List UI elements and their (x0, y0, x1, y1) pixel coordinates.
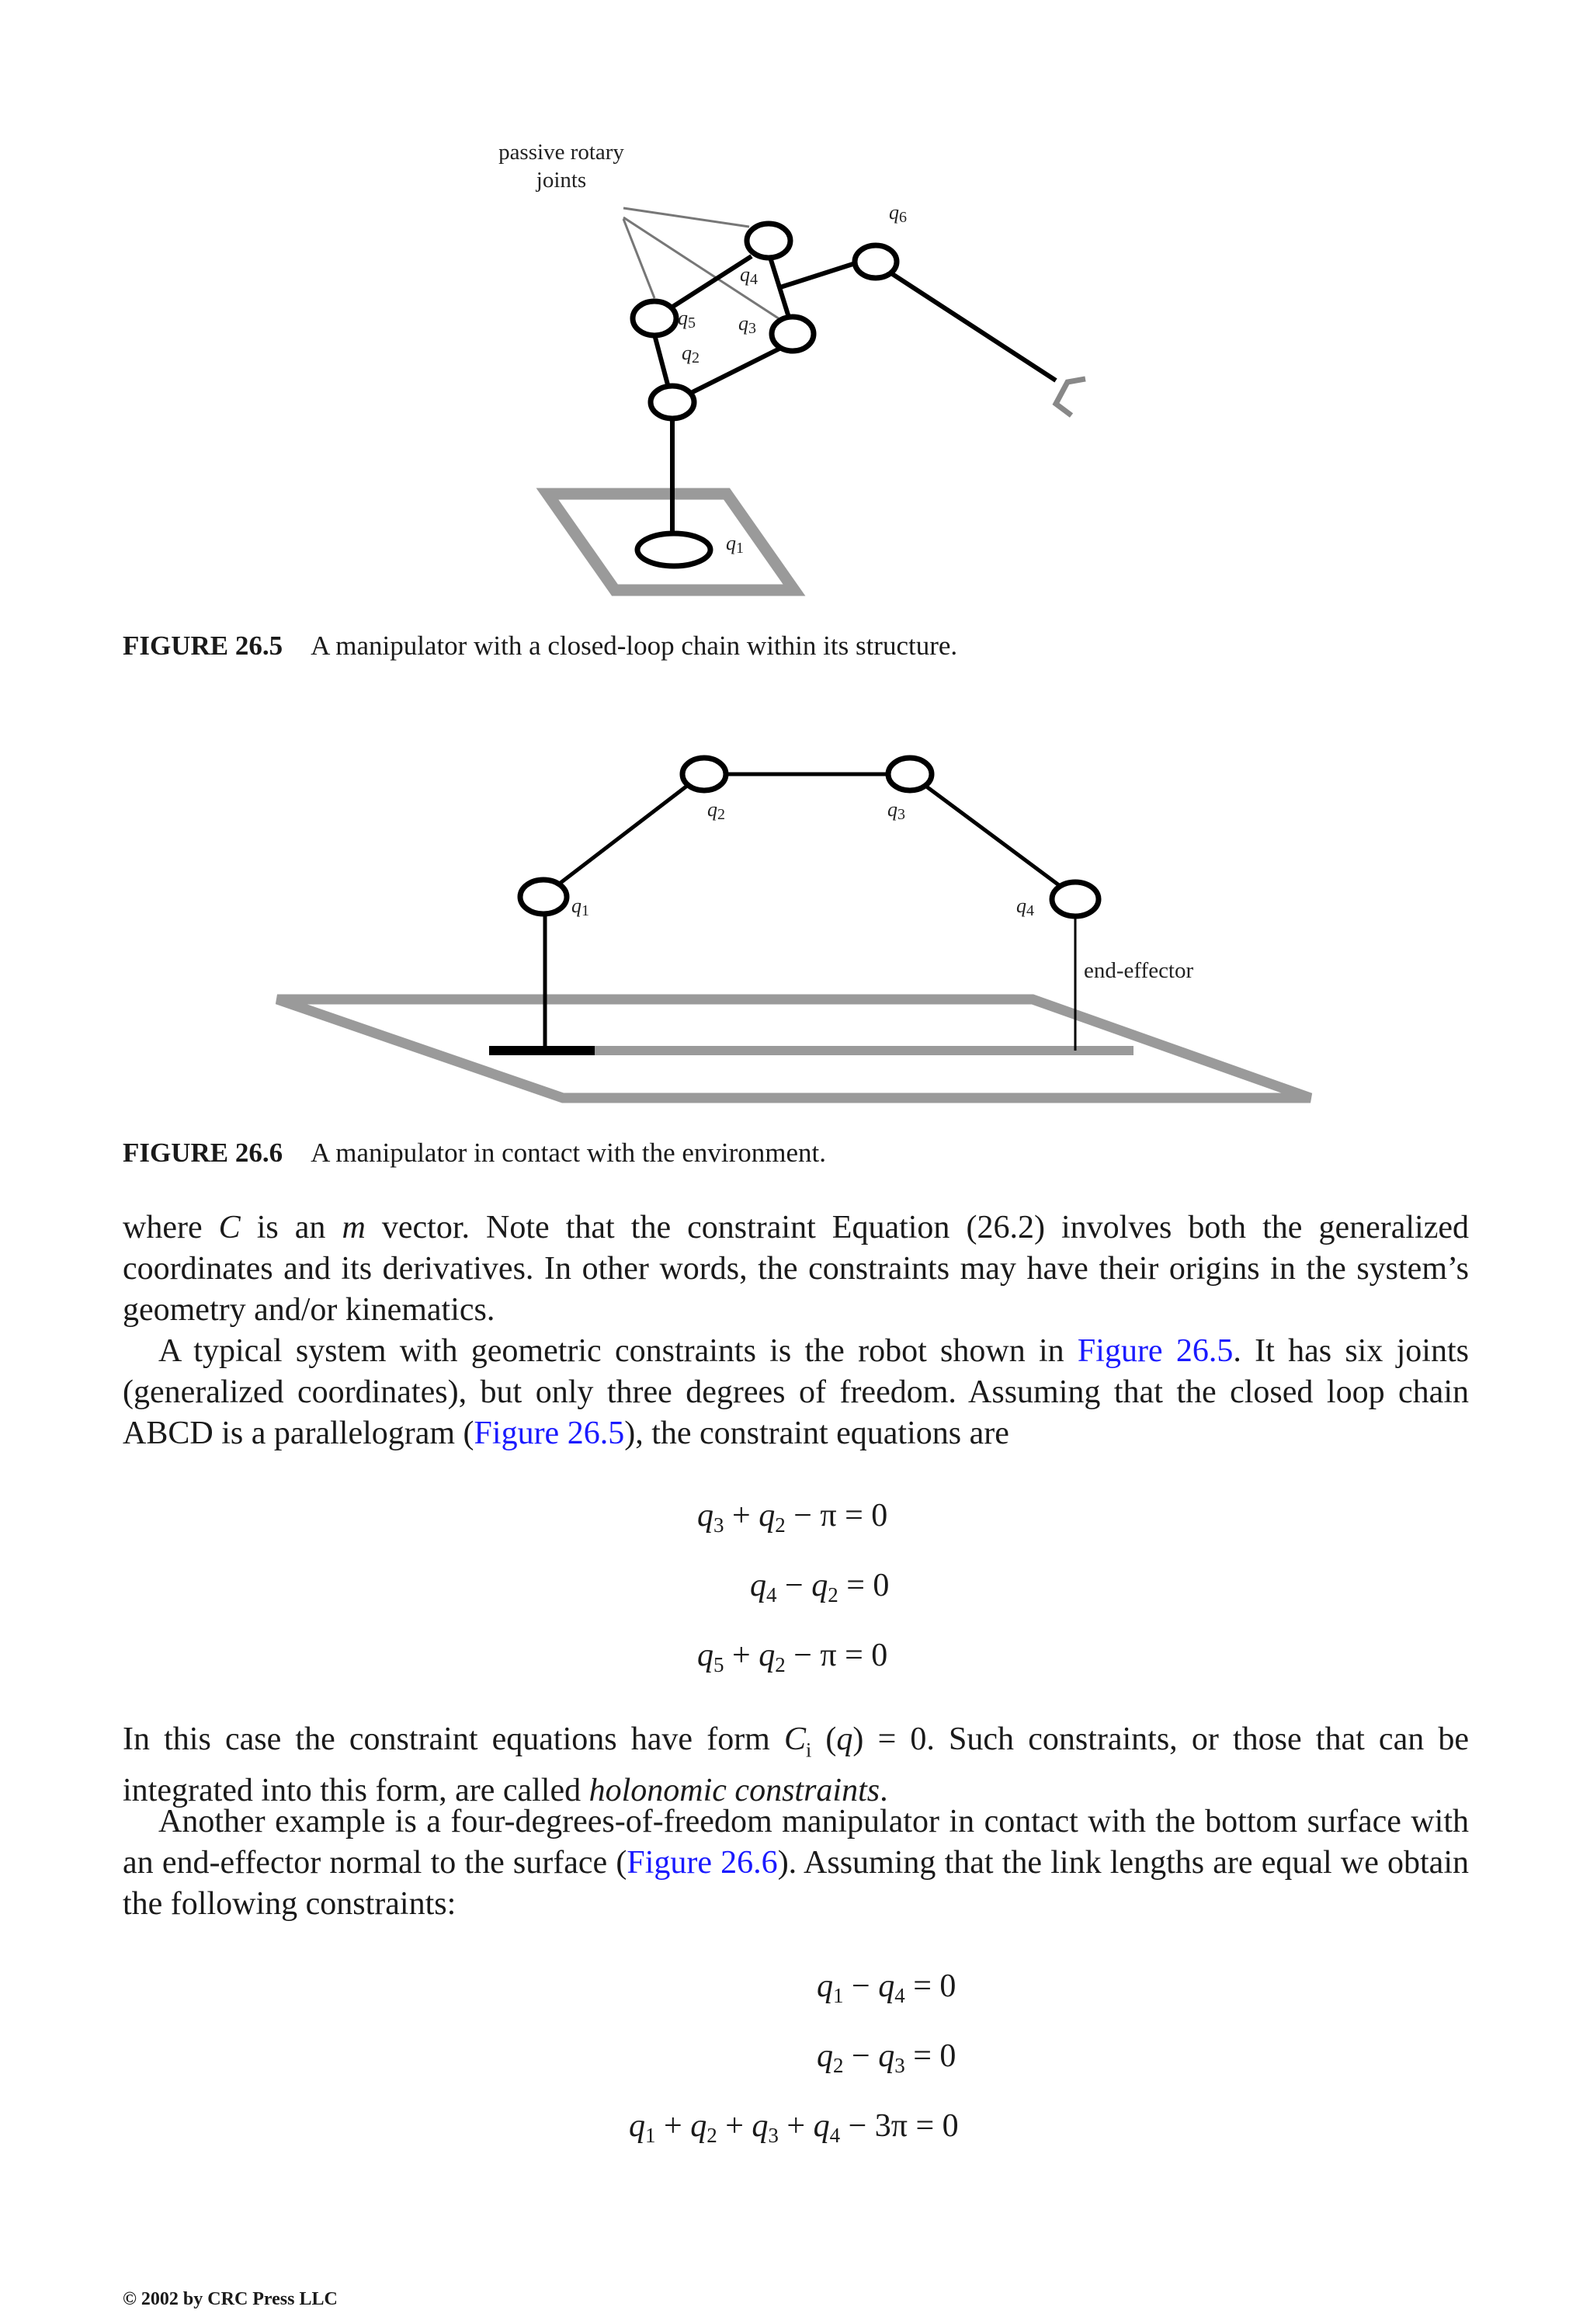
caption-text: A manipulator in contact with the environment. (311, 1138, 826, 1168)
equation-4: $q_1 - q_4 = 0$ (817, 1968, 956, 2007)
eq2-sub: 4 (766, 1583, 777, 1607)
label-q2 (707, 798, 725, 823)
p3-text-d: . (880, 1773, 888, 1809)
eq6-sub4: 4 (829, 2124, 841, 2147)
joint-q1 (637, 533, 710, 566)
p2-text-c: ), the constraint equations are (624, 1416, 1009, 1451)
joints-label: joints (536, 168, 587, 193)
caption-number: FIGURE 26.5 (123, 631, 283, 661)
eq5-var2: q (878, 2038, 895, 2074)
figure-26-5-link-2[interactable]: Figure 26.5 (474, 1416, 625, 1451)
eq6-sub3: 3 (768, 2124, 779, 2147)
figure-26-6-caption (123, 1138, 826, 1169)
joint-q4 (1052, 882, 1099, 916)
eq3-sub: 5 (713, 1653, 724, 1676)
eq6-var4: q (813, 2108, 830, 2144)
eq4-var2: q (878, 1968, 895, 2004)
joint-q1 (520, 880, 567, 914)
joint-q6 (855, 245, 897, 278)
q3-sub: 3 (748, 320, 756, 337)
eq1-var: q (697, 1498, 713, 1534)
eq6-sub2: 2 (706, 2124, 717, 2147)
q2-var: q (682, 342, 692, 364)
eq3-sub2: 2 (775, 1653, 786, 1676)
p2-text-b: . It has six joints (generalized coordinates), but only three degrees of freedom. Assuming that the closed loop chain ABCD is a parallelogram ( (123, 1333, 1469, 1451)
joint-q5 (633, 301, 676, 335)
q4-sub: 4 (1026, 902, 1034, 919)
q3-var: q (738, 312, 748, 335)
joint-q4 (747, 224, 790, 258)
p4-text-a: Another example is a four-degrees-of-freedom manipulator in contact with the bottom surface with an end-effector normal to the surface ( (123, 1804, 1469, 1881)
eq5-sub2: 3 (894, 2054, 905, 2077)
q5-sub: 5 (688, 314, 696, 332)
p1-var-C: C (218, 1210, 241, 1245)
p3-text-a: In this case the constraint equations have form (123, 1721, 785, 1757)
joint-q3 (888, 758, 932, 790)
eq6-var2: q (690, 2108, 707, 2144)
paragraph-3 (123, 1719, 1469, 1812)
q5-var: q (678, 307, 688, 329)
joint-q3 (772, 317, 814, 351)
p4-text-b: ). Assuming that the link lengths are equal we obtain the following constraints: (123, 1845, 1469, 1922)
q6-sub: 6 (899, 209, 907, 226)
p1-text-b: is an (240, 1210, 342, 1245)
p2-text-a: A typical system with geometric constraints is the robot shown in (158, 1333, 1078, 1369)
p3-var-q: q (836, 1721, 853, 1757)
figure-26-6-diagram (0, 730, 1590, 1118)
q6-var: q (889, 201, 899, 224)
manipulator-links (545, 774, 1059, 1051)
p1-var-m: m (342, 1210, 366, 1245)
label-q4 (740, 263, 758, 288)
q2-var: q (707, 798, 717, 821)
label-q3 (738, 312, 756, 337)
end-effector-label: end-effector (1084, 958, 1194, 983)
q1-var: q (571, 895, 581, 917)
equation-6: $q_1 + q_2 + q_3 + q_4 - 3\pi = 0$ (629, 2108, 959, 2147)
q4-sub: 4 (750, 271, 758, 288)
eq1-sub2: 2 (775, 1513, 786, 1537)
q4-var: q (740, 263, 750, 286)
q3-sub: 3 (897, 806, 905, 823)
paragraph-2 (123, 1331, 1469, 1454)
eq6-var: q (629, 2108, 645, 2144)
p1-text-a: where (123, 1210, 219, 1245)
p3-var-C: C (784, 1721, 807, 1757)
eq3-var2: q (759, 1638, 776, 1673)
paragraph-1 (123, 1207, 1469, 1331)
eq6-var3: q (752, 2108, 769, 2144)
eq6-sub: 1 (645, 2124, 656, 2147)
equation-1: $q_3 + q_2 - \pi = 0$ (697, 1498, 888, 1537)
eq1-sub: 3 (713, 1513, 724, 1537)
figure-26-5-link[interactable]: Figure 26.5 (1077, 1333, 1234, 1369)
eq3-var: q (697, 1638, 713, 1673)
eq4-sub: 1 (833, 1984, 844, 2007)
q4-var: q (1016, 895, 1026, 917)
joint-circles (520, 758, 1099, 916)
joint-base-upper (651, 386, 694, 419)
eq2-var: q (750, 1568, 766, 1603)
equation-5: $q_2 - q_3 = 0$ (817, 2038, 956, 2077)
equation-2: $q_4 - q_2 = 0$ (750, 1568, 890, 1607)
p3-text-b: ( (811, 1721, 837, 1757)
q1-sub: 1 (736, 540, 744, 557)
label-q6 (889, 201, 907, 226)
figure-26-5-caption (123, 631, 957, 662)
eq5-sub: 2 (833, 2054, 844, 2077)
label-q4 (1016, 895, 1034, 919)
q2-sub: 2 (692, 349, 700, 366)
paragraph-4 (123, 1801, 1469, 1925)
q3-var: q (887, 798, 897, 821)
p3-emphasis: holonomic constraints (588, 1773, 880, 1809)
equation-3: $q_5 + q_2 - \pi = 0$ (697, 1638, 888, 1676)
eq1-var2: q (759, 1498, 776, 1534)
q2-sub: 2 (717, 806, 725, 823)
eq5-var: q (817, 2038, 833, 2074)
eq2-var2: q (811, 1568, 828, 1603)
gripper-icon (1056, 379, 1085, 415)
p1-text-c: vector. Note that the constraint Equation (26.2) involves both the generalized coordinates and its derivatives. In other words, the constraints may have their origins in the system’s geometry and/or kinematics. (123, 1210, 1469, 1328)
eq4-var: q (817, 1968, 833, 2004)
figure-26-5-diagram (0, 0, 1590, 621)
caption-text: A manipulator with a closed-loop chain within its structure. (311, 631, 958, 661)
q1-var: q (726, 532, 736, 554)
label-q5 (678, 307, 696, 332)
label-q1 (726, 532, 744, 557)
figure-26-6-link[interactable]: Figure 26.6 (627, 1845, 778, 1881)
copyright-footer: © 2002 by CRC Press LLC (123, 2289, 338, 2309)
eq2-sub2: 2 (828, 1583, 838, 1607)
eq4-sub2: 4 (894, 1984, 905, 2007)
passive-rotary-label: passive rotary (498, 140, 624, 165)
label-q1 (571, 895, 589, 919)
caption-number: FIGURE 26.6 (123, 1138, 283, 1168)
label-q3 (887, 798, 905, 823)
label-q2 (682, 342, 700, 366)
p3-text-c: ) = 0. Such constraints, or those that can be integrated into this form, are called (123, 1721, 1470, 1809)
joint-q2 (682, 758, 726, 790)
p3-sub-i: i (806, 1739, 812, 1762)
q1-sub: 1 (581, 902, 589, 919)
